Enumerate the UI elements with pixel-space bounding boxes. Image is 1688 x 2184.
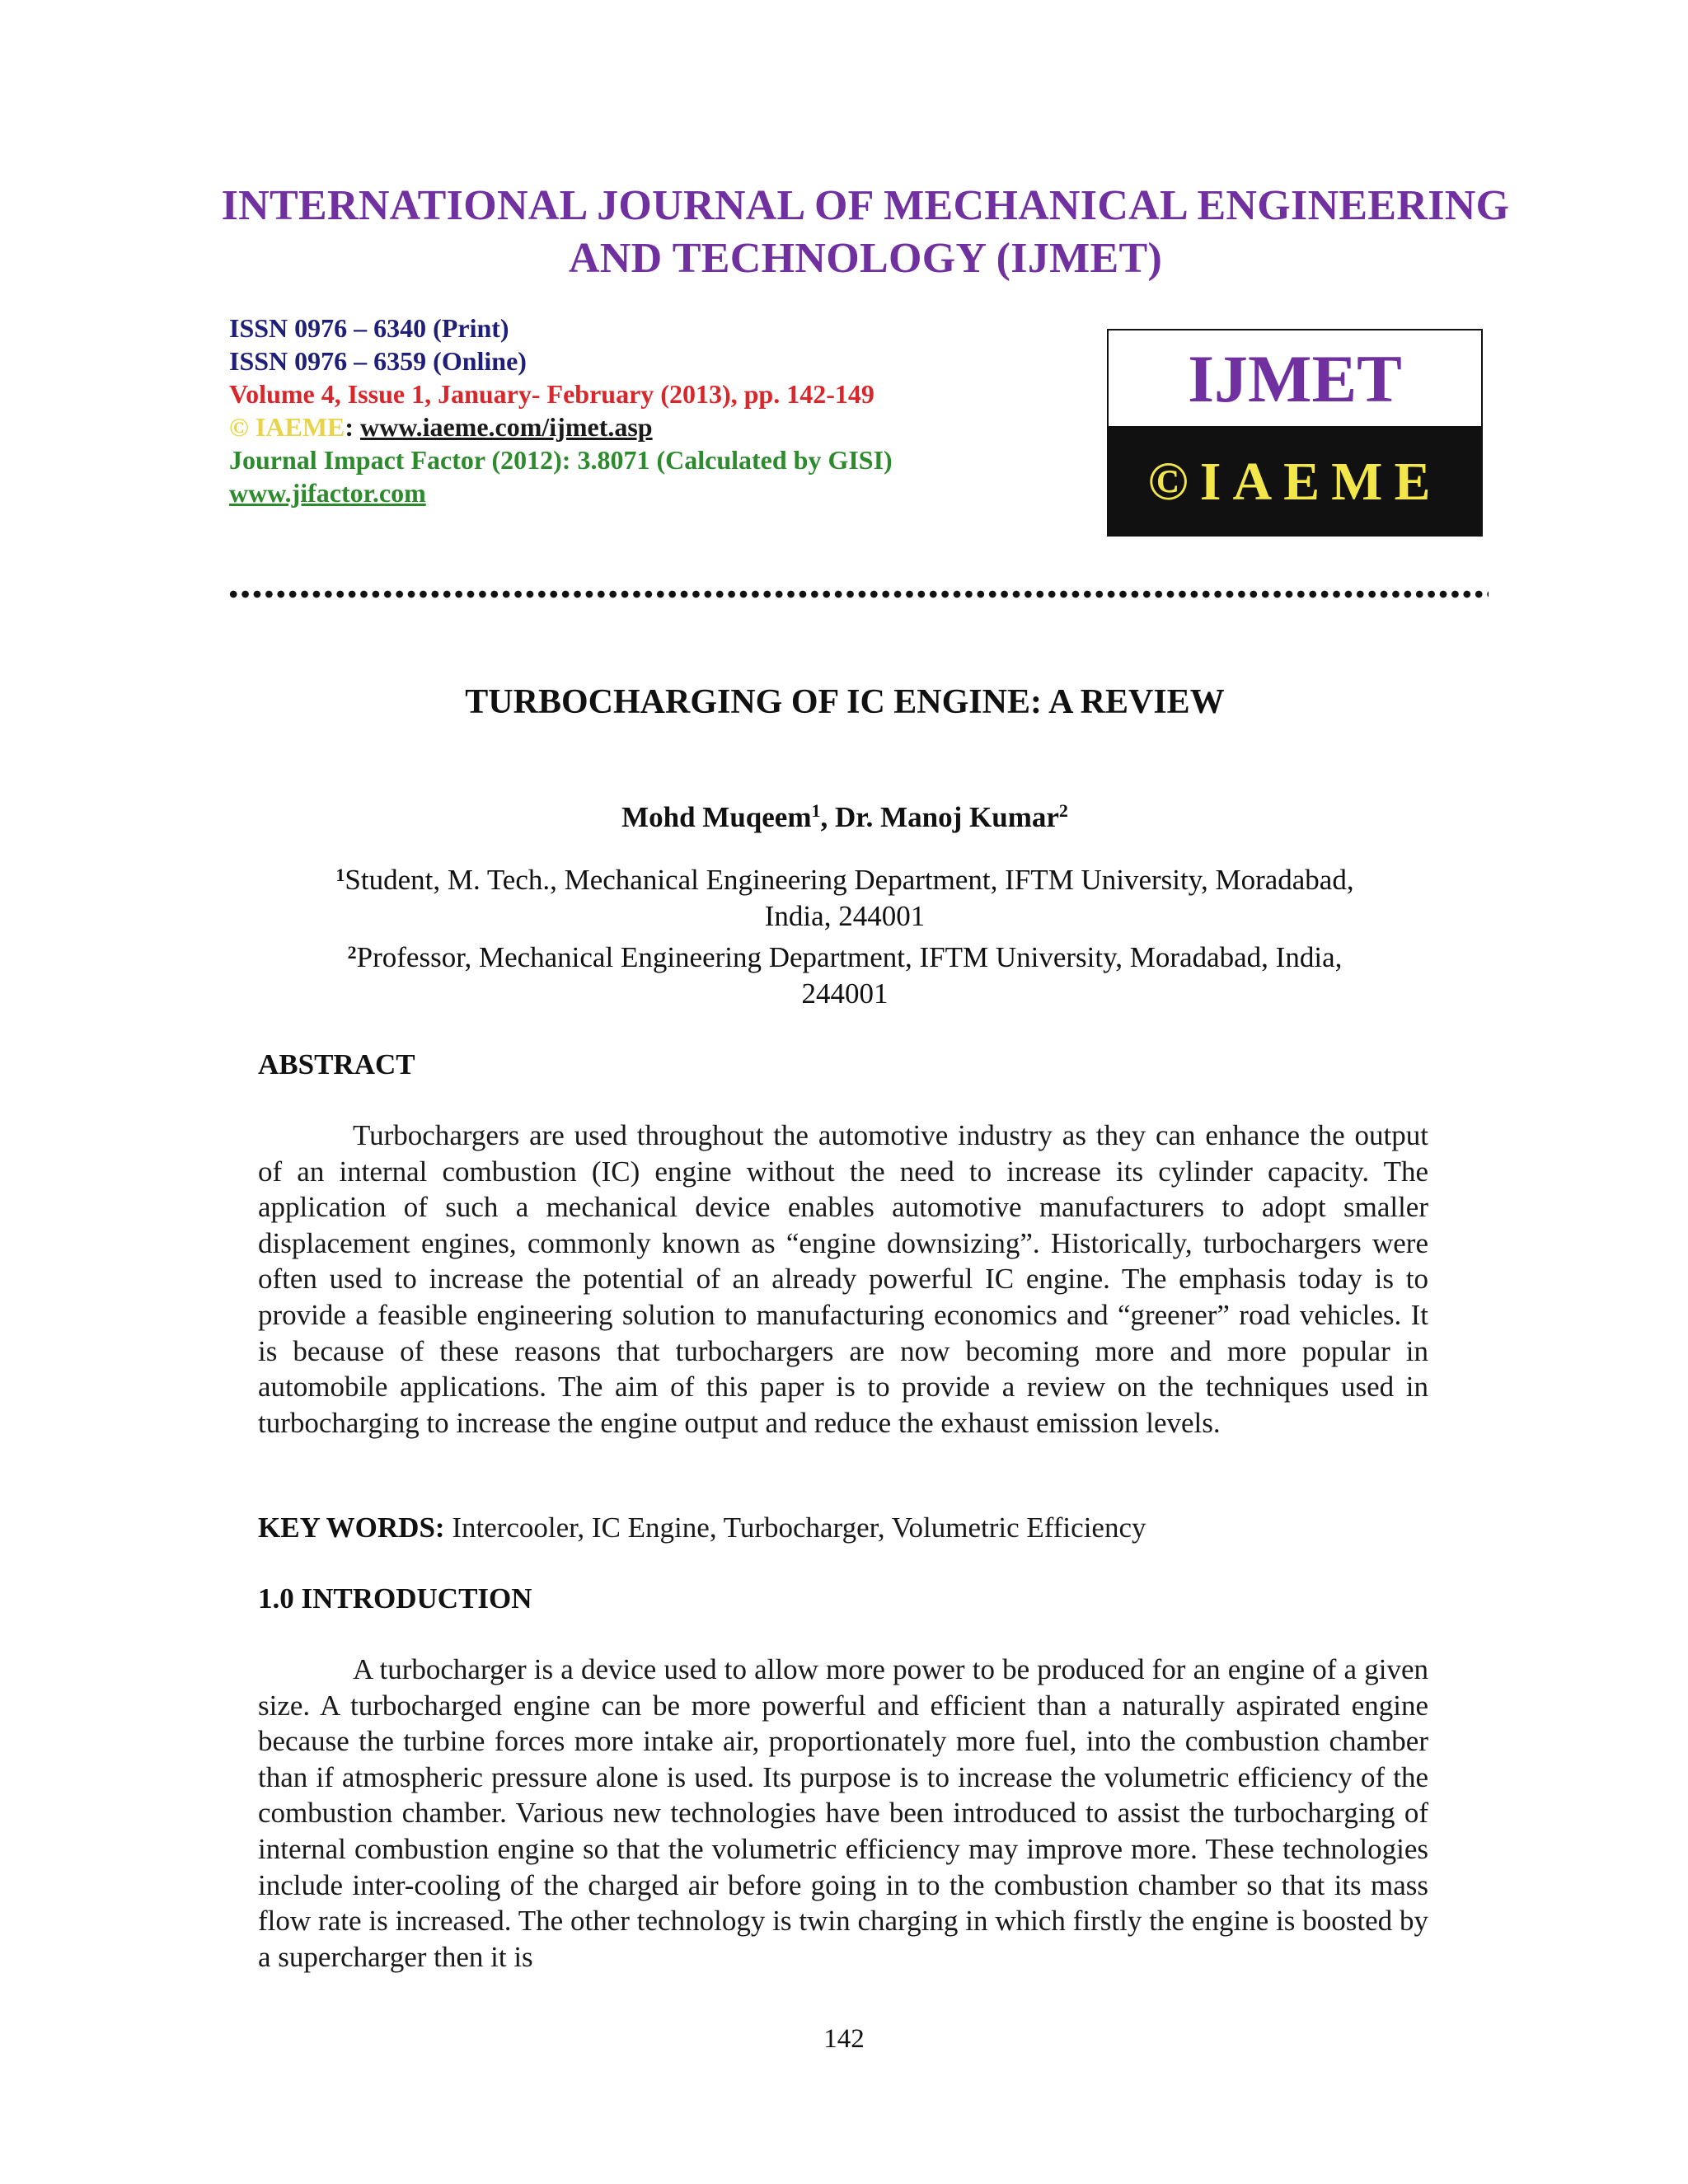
affiliation-2 xyxy=(247,940,1442,1012)
author-superscript: 2 xyxy=(1058,800,1068,821)
affiliation-1-line1: Student, M. Tech., Mechanical Engineering Department, IFTM University, Moradabad, xyxy=(345,864,1354,896)
abstract-heading: ABSTRACT xyxy=(258,1048,415,1080)
journal-website-link[interactable]: www.iaeme.com/ijmet.asp xyxy=(360,412,653,442)
affiliation-2-line1: Professor, Mechanical Engineering Department, IFTM University, Moradabad, India, xyxy=(356,941,1343,973)
author-superscript: 1 xyxy=(811,800,821,821)
journal-logo xyxy=(1107,329,1483,537)
affiliation-superscript: 2 xyxy=(347,942,357,963)
volume-info: Volume 4, Issue 1, January- February (2013), pp. 142-149 xyxy=(229,379,874,409)
journal-meta xyxy=(229,312,1053,509)
keywords-text: Intercooler, IC Engine, Turbocharger, Volumetric Efficiency xyxy=(444,1511,1146,1544)
keywords-label: KEY WORDS: xyxy=(258,1511,445,1544)
page-number: 142 xyxy=(823,2024,865,2054)
abstract-paragraph: Turbochargers are used throughout the automotive industry as they can enhance the output of an internal combustion (IC) engine without the need to increase its cylinder capacity. The application of such a mechanical device enables automotive manufacturers to adopt smaller displacement engines, commonly known as “engine downsizing”. Historically, turbochargers were often used to increase the potential of an already powerful IC engine. The emphasis today is to provide a feasible engineering solution to manufacturing economics and “greener” road vehicles. It is because of these reasons that turbochargers are now becoming more and more popular in automobile applications. The aim of this paper is to provide a review on the techniques used in turbocharging to increase the engine output and reduce the exhaust emission levels. xyxy=(258,1119,1428,1439)
copyright-line xyxy=(229,410,1053,443)
paper-title: TURBOCHARGING OF IC ENGINE: A REVIEW xyxy=(465,683,1225,721)
introduction-paragraph: A turbocharger is a device used to allow more power to be produced for an engine of a given size. A turbocharged engine can be more powerful and efficient than a naturally aspirated engine because the turbine forces more intake air, proportionately more fuel, into the combustion chamber than if atmospheric pressure alone is used. Its purpose is to increase the volumetric efficiency of the combustion chamber. Various new technologies have been introduced to assist the turbocharging of internal combustion engine so that the volumetric efficiency may improve more. These technologies include inter-cooling of the charged air before going in to the combustion chamber so that its mass flow rate is increased. The other technology is twin charging in which firstly the engine is boosted by a supercharger then it is xyxy=(258,1653,1428,1973)
dotted-divider xyxy=(227,588,1489,600)
author-name: Dr. Manoj Kumar xyxy=(835,801,1059,833)
journal-title xyxy=(206,180,1525,285)
affiliation-2-line2: 244001 xyxy=(801,977,889,1010)
impact-factor: Journal Impact Factor (2012): 3.8071 (Calculated by GISI) xyxy=(229,445,893,475)
keywords-line xyxy=(258,1510,1146,1546)
copyright-colon: : xyxy=(345,412,361,442)
jifactor-link[interactable]: www.jifactor.com xyxy=(229,478,426,508)
copyright-name: IAEME xyxy=(248,412,345,442)
issn-online: ISSN 0976 – 6359 (Online) xyxy=(229,346,527,376)
introduction-body xyxy=(258,1652,1428,1975)
affiliation-superscript: 1 xyxy=(335,865,345,885)
affiliation-1-line2: India, 244001 xyxy=(764,900,926,932)
author-name: Mohd Muqeem xyxy=(621,801,812,833)
logo-ijmet-text: IJMET xyxy=(1109,330,1481,428)
journal-title-line1: INTERNATIONAL JOURNAL OF MECHANICAL ENGINEERING xyxy=(221,182,1510,229)
author-separator: , xyxy=(820,801,835,833)
author-line xyxy=(247,799,1442,836)
copyright-symbol: © xyxy=(229,412,249,442)
journal-title-line2: AND TECHNOLOGY (IJMET) xyxy=(568,235,1163,282)
logo-iaeme-text: ©IAEME xyxy=(1109,428,1481,537)
issn-print: ISSN 0976 – 6340 (Print) xyxy=(229,313,509,343)
abstract-body xyxy=(258,1118,1428,1441)
introduction-heading: 1.0 INTRODUCTION xyxy=(258,1582,532,1615)
affiliation-1 xyxy=(247,862,1442,935)
